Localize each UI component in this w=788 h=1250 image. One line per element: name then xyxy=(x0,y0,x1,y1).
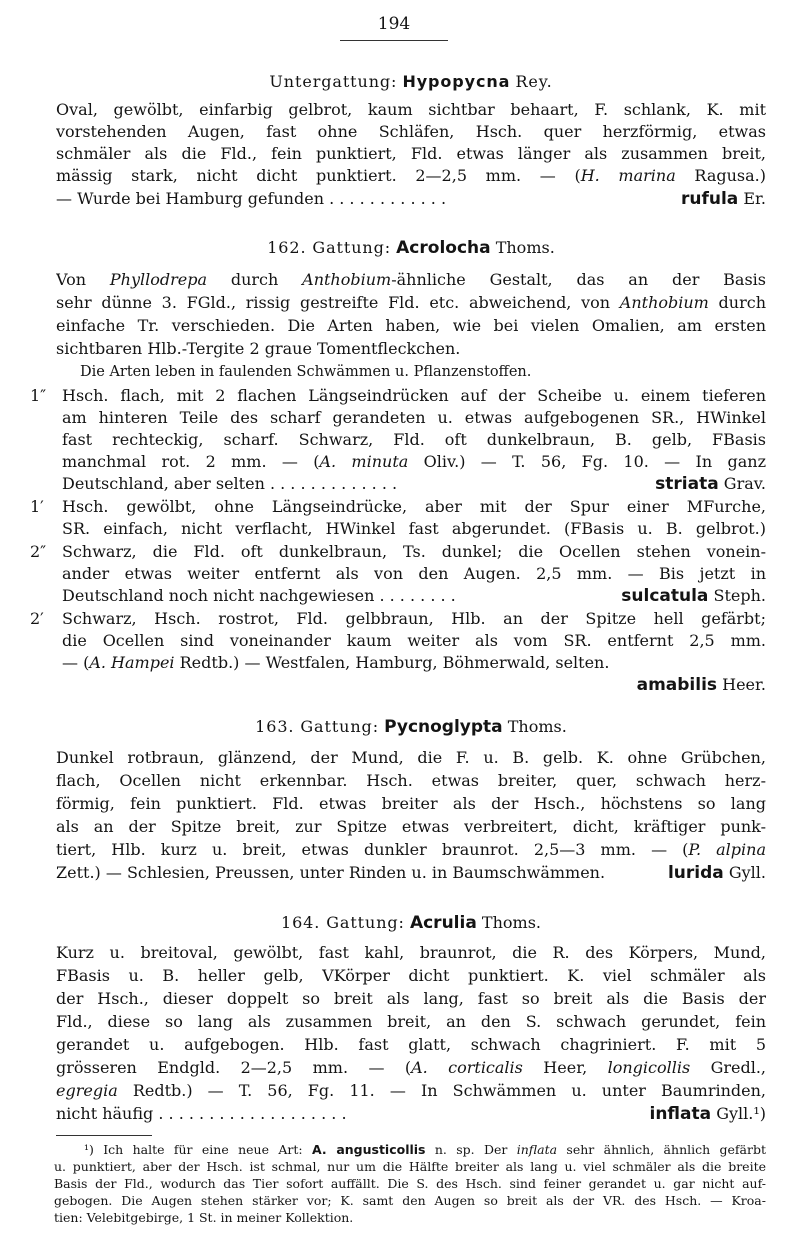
genus-heading-163: 163. Gattung: Pycnoglypta Thoms. xyxy=(255,717,567,737)
key-number: 2′ xyxy=(30,609,44,628)
genus-heading-164: 164. Gattung: Acrulia Thoms. xyxy=(281,913,541,933)
text-line: Zett.) — Schlesien, Preussen, unter Rinden u. in Baumschwämmen. lurida Gyll. xyxy=(56,863,766,883)
species-author: Grav. xyxy=(723,474,766,493)
page-number-rule xyxy=(340,40,448,41)
species-name: amabilis xyxy=(636,675,718,695)
text-line: manchmal rot. 2 mm. — (A. minuta Oliv.) — T. 56, Fg. 10. — In ganz xyxy=(62,452,766,471)
text-line: Hsch. flach, mit 2 flachen Längseindrücken auf der Scheibe u. einem tieferen xyxy=(62,386,766,405)
text-line: schmäler als die Fld., fein punktiert, Fld. etwas länger als zusammen breit, xyxy=(56,144,766,163)
text-line: am hinteren Teile des scharf gerandeten u. etwas aufgebogenen SR., HWinkel xyxy=(62,408,766,427)
species-author: Gyll.¹) xyxy=(716,1104,766,1123)
key-number: 1′ xyxy=(30,497,44,516)
text-line: ander etwas weiter entfernt als von den Augen. 2,5 mm. — Bis jetzt in xyxy=(62,564,766,583)
text-line: als an der Spitze breit, zur Spitze etwas verbreitert, dicht, kräftiger punk- xyxy=(56,817,766,836)
text-line: Oval, gewölbt, einfarbig gelbrot, kaum sichtbar behaart, F. schlank, K. mit xyxy=(56,100,766,119)
text-line: FBasis u. B. heller gelb, VKörper dicht punktiert. K. viel schmäler als xyxy=(56,966,766,985)
text-line: Die Arten leben in faulenden Schwämmen u. Pflanzenstoffen. xyxy=(80,364,532,380)
text-line: sichtbaren Hlb.-Tergite 2 graue Tomentfleckchen. xyxy=(56,339,461,358)
subgenus-heading xyxy=(56,72,766,92)
page-number: 194 xyxy=(377,14,411,34)
footnote-line: gebogen. Die Augen stehen stärker vor; K. samt den Augen so breit als der VR. des Hsch. — Kroa- xyxy=(54,1193,766,1208)
species-author: Heer. xyxy=(722,675,766,694)
footnote-line: Basis der Fld., wodurch das Tier sofort auffällt. Die S. des Hsch. sind feiner gerandet u. gar nicht auf- xyxy=(54,1176,766,1191)
text-line: die Ocellen sind voneinander kaum weiter als vom SR. entfernt 2,5 mm. xyxy=(62,631,766,650)
key-number: 2″ xyxy=(30,542,47,561)
text-line: einfache Tr. verschieden. Die Arten haben, wie bei vielen Omalien, am ersten xyxy=(56,316,766,335)
footnote-line: u. punktiert, aber der Hsch. ist schmal, nur um die Hälfte breiter als lang u. viel schmäler als die breite xyxy=(54,1159,766,1174)
species-name: inflata xyxy=(649,1104,712,1124)
text-line: sehr dünne 3. FGld., rissig gestreifte Fld. etc. abweichend, von Anthobium durch xyxy=(56,293,766,312)
subgenus-heading-prefix: Untergattung: xyxy=(269,72,398,91)
species-name: lurida xyxy=(667,863,724,883)
text-line: nicht häufig . . . . . . . . . . . . . . . . . . . inflata Gyll.¹) xyxy=(56,1104,766,1124)
text-line: förmig, fein punktiert. Fld. etwas breiter als der Hsch., höchstens so lang xyxy=(56,794,766,813)
text-line: Dunkel rotbraun, glänzend, der Mund, die F. u. B. gelb. K. ohne Grübchen, xyxy=(56,748,766,767)
text-line: Hsch. gewölbt, ohne Längseindrücke, aber mit der Spur einer MFurche, xyxy=(62,497,766,516)
species-name: sulcatula xyxy=(621,586,709,606)
genus-heading-162: 162. Gattung: Acrolocha Thoms. xyxy=(267,238,555,258)
text-line: Deutschland, aber selten . . . . . . . . . . . . . striata Grav. xyxy=(62,474,766,494)
text-line: egregia Redtb.) — T. 56, Fg. 11. — In Schwämmen u. unter Baumrinden, xyxy=(56,1081,766,1100)
text-line: Kurz u. breitoval, gewölbt, fast kahl, braunrot, die R. des Körpers, Mund, xyxy=(56,943,766,962)
text-line: grösseren Endgld. 2—2,5 mm. — (A. corticalis Heer, longicollis Gredl., xyxy=(56,1058,766,1077)
footnote-rule xyxy=(56,1135,152,1136)
species-author: Gyll. xyxy=(728,863,766,882)
text-line: SR. einfach, nicht verflacht, HWinkel fast abgerundet. (FBasis u. B. gelbrot.) xyxy=(62,519,766,538)
text-line: flach, Ocellen nicht erkennbar. Hsch. etwas breiter, quer, schwach herz- xyxy=(56,771,766,790)
subgenus-heading-author: Rey. xyxy=(515,72,553,91)
text-line: Von Phyllodrepa durch Anthobium-ähnliche Gestalt, das an der Basis xyxy=(56,270,766,289)
text-line: vorstehenden Augen, fast ohne Schläfen, Hsch. quer herzförmig, etwas xyxy=(56,122,766,141)
genus-name: Pycnoglypta xyxy=(384,717,503,737)
footnote-line: tien: Velebitgebirge, 1 St. in meiner Kollektion. xyxy=(54,1210,354,1225)
text-line xyxy=(56,675,766,695)
text-line: tiert, Hlb. kurz u. breit, etwas dunkler braunrot. 2,5—3 mm. — (P. alpina xyxy=(56,840,766,859)
text-line: mässig stark, nicht dicht punktiert. 2—2,5 mm. — (H. marina Ragusa.) xyxy=(56,166,766,185)
species-author: Steph. xyxy=(713,586,766,605)
text-line: Schwarz, die Fld. oft dunkelbraun, Ts. dunkel; die Ocellen stehen vonein- xyxy=(62,542,766,561)
text-line: Deutschland noch nicht nachgewiesen . . . . . . . . sulcatula Steph. xyxy=(62,586,766,606)
text-line: Schwarz, Hsch. rostrot, Fld. gelbbraun, Hlb. an der Spitze hell gefärbt; xyxy=(62,609,766,628)
species-name: striata xyxy=(655,474,719,494)
text-line: gerandet u. aufgebogen. Hlb. fast glatt, schwach chagriniert. F. mit 5 xyxy=(56,1035,766,1054)
species-name: rufula xyxy=(680,189,739,209)
genus-name: Acrulia xyxy=(409,913,477,933)
text-line: fast rechteckig, scharf. Schwarz, Fld. oft dunkelbraun, B. gelb, FBasis xyxy=(62,430,766,449)
genus-name: Acrolocha xyxy=(396,238,491,258)
footnote-line: ¹) Ich halte für eine neue Art: A. angusticollis n. sp. Der inflata sehr ähnlich, ähnlich gefärbt xyxy=(84,1142,766,1157)
text-line: — Wurde bei Hamburg gefunden . . . . . . . . . . . . rufula Er. xyxy=(56,189,766,209)
text-line: — (A. Hampei Redtb.) — Westfalen, Hamburg, Böhmerwald, selten. xyxy=(62,653,610,672)
key-number: 1″ xyxy=(30,386,47,405)
species-author: Er. xyxy=(743,189,766,208)
text-line: der Hsch., dieser doppelt so breit als lang, fast so breit als die Basis der xyxy=(56,989,766,1008)
subgenus-heading-name: Hypopycna xyxy=(402,72,511,91)
text-line: Fld., diese so lang als zusammen breit, an den S. schwach gerundet, fein xyxy=(56,1012,766,1031)
